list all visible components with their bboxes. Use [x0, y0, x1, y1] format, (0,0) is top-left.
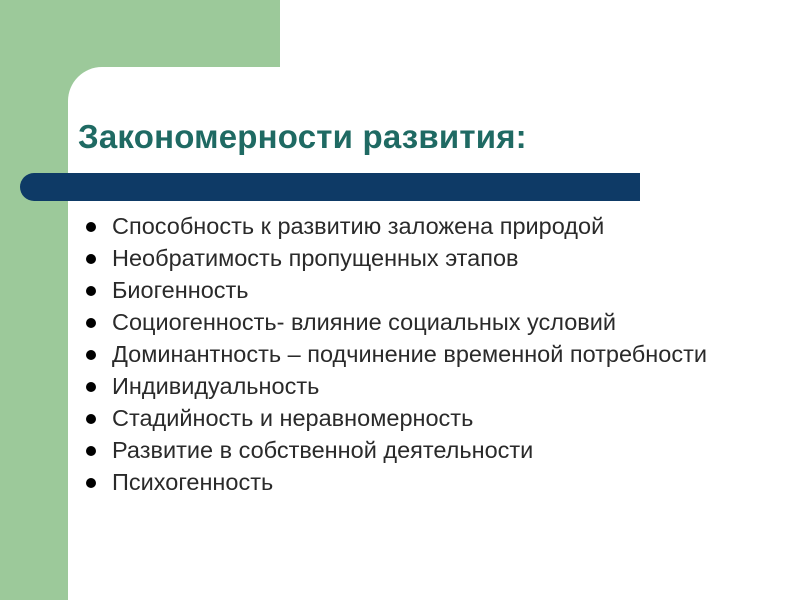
list-item-text: Индивидуальность [112, 373, 320, 399]
list-item [78, 437, 738, 463]
bullet-dot-icon [86, 254, 96, 264]
list-item [78, 213, 738, 239]
slide-title: Закономерности развития: [78, 118, 527, 155]
bullet-dot-icon [86, 286, 96, 296]
bullet-dot-icon [86, 222, 96, 232]
list-item-text: Социогенность- влияние социальных условий [112, 309, 617, 335]
list-item-text: Развитие в собственной деятельности [112, 437, 534, 463]
list-item [78, 341, 738, 367]
list-item [78, 309, 738, 335]
list-item [78, 405, 738, 431]
list-item-text: Необратимость пропущенных этапов [112, 245, 519, 271]
list-item [78, 373, 738, 399]
bullet-dot-icon [86, 446, 96, 456]
bullet-dot-icon [86, 382, 96, 392]
list-item [78, 245, 738, 271]
list-item-text: Стадийность и неравномерность [112, 405, 474, 431]
bullet-dot-icon [86, 318, 96, 328]
bullet-dot-icon [86, 414, 96, 424]
list-item [78, 469, 738, 495]
bullet-dot-icon [86, 478, 96, 488]
list-item-text: Доминантность – подчинение временной потребности [112, 341, 707, 367]
list-item-text: Психогенность [112, 469, 274, 495]
bullet-list [78, 213, 738, 501]
list-item-text: Биогенность [112, 277, 249, 303]
list-item [78, 277, 738, 303]
bullet-dot-icon [86, 350, 96, 360]
list-item-text: Способность к развитию заложена природой [112, 213, 605, 239]
title-underline-bar [20, 173, 640, 201]
